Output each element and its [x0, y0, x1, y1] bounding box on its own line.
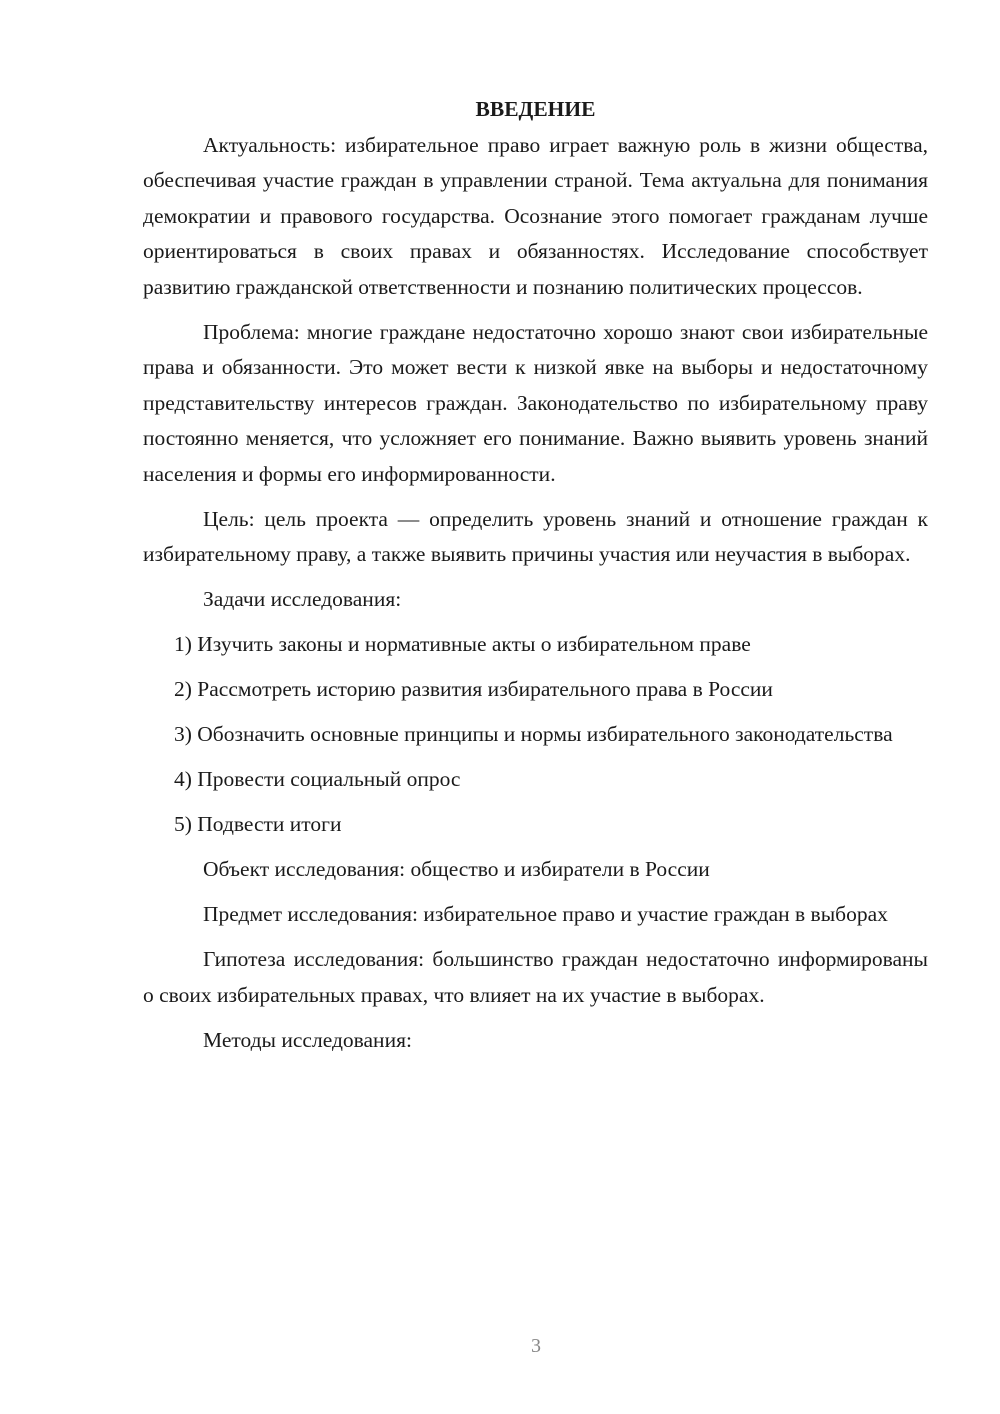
task-item-4: 4) Провести социальный опрос: [174, 767, 461, 791]
paragraph-goal: Цель: цель проекта — определить уровень знаний и отношение граждан к избирательному праву, а также выявить причины участия или неучастия в выборах.: [143, 506, 928, 566]
paragraph-methods-heading: Методы исследования:: [203, 1027, 412, 1052]
task-item-3: 3) Обозначить основные принципы и нормы избирательного законодательства: [174, 722, 893, 746]
page-number: 3: [531, 1335, 541, 1357]
section-title: ВВЕДЕНИЕ: [475, 97, 596, 121]
paragraph-problem: Проблема: многие граждане недостаточно хорошо знают свои избирательные права и обязанности. Это может вести к низкой явке на выборы и недостаточному представительству интересов граждан. Законодательство по избирательному праву постоянно меняется, что усложняет его понимание. Важно выявить уровень знаний населения и формы его информированности.: [143, 319, 928, 486]
document-body: [143, 92, 928, 1068]
paragraph-hypothesis: Гипотеза исследования: большинство граждан недостаточно информированы о своих избирательных правах, что влияет на их участие в выборах.: [143, 947, 928, 1007]
paragraph-subject: Предмет исследования: избирательное право и участие граждан в выборах: [203, 902, 888, 926]
paragraph-tasks-heading: Задачи исследования:: [203, 587, 402, 611]
task-item-1: 1) Изучить законы и нормативные акты о избирательном праве: [174, 632, 751, 656]
paragraph-object: Объект исследования: общество и избиратели в России: [203, 857, 710, 881]
task-item-5: 5) Подвести итоги: [174, 812, 342, 836]
paragraph-relevance: Актуальность: избирательное право играет важную роль в жизни общества, обеспечивая участие граждан в управлении страной. Тема актуальна для понимания демократии и правового государства. Осознание этого помогает гражданам лучше ориентироваться в своих правах и обязанностях. Исследование способствует развитию гражданской ответственности и познанию политических процессов.: [143, 132, 928, 299]
task-item-2: 2) Рассмотреть историю развития избирательного права в России: [174, 677, 773, 701]
